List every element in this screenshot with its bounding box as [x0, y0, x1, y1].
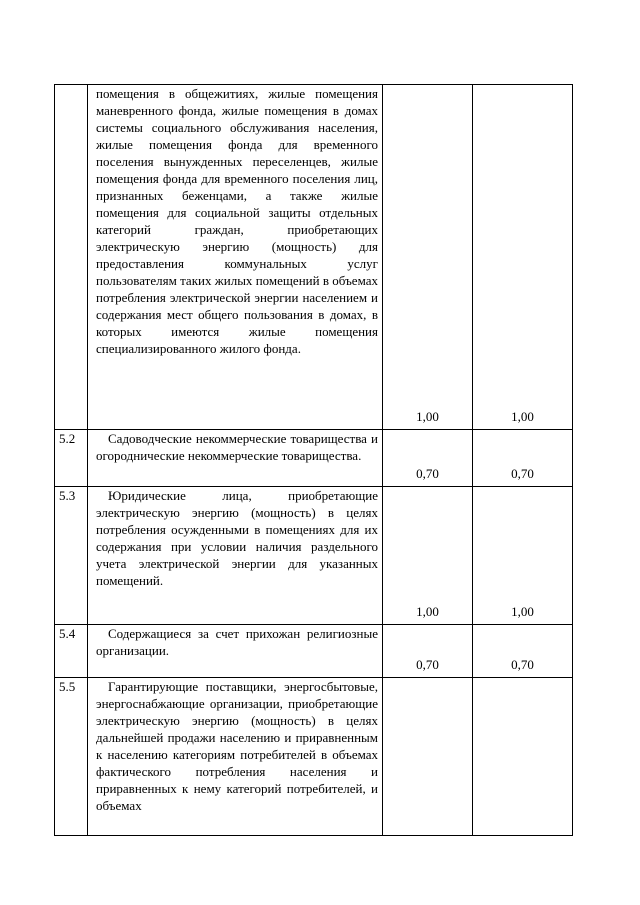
row-description	[88, 430, 383, 487]
row-description-text: Юридические лица, приобретающие электрическую энергию (мощность) в целях потребления осужденными в помещениях для их содержания при условии наличия раздельного учета электрической энергии для указанных помещений.	[96, 488, 378, 588]
row-number: 5.3	[55, 487, 88, 625]
row-number: 5.2	[55, 430, 88, 487]
table-row	[55, 625, 573, 678]
table-row	[55, 85, 573, 430]
row-value-2: 0,70	[473, 625, 573, 678]
row-description-text: помещения в общежитиях, жилые помещения маневренного фонда, жилые помещения в домах системы социального обслуживания населения, жилые помещения фонда для временного поселения вынужденных переселенцев, жилые помещения фонда для временного поселения лиц, признанных беженцами, а также жилые помещения для социальной защиты отдельных категорий граждан, приобретающих электрическую энергию (мощность) для предоставления коммунальных услуг пользователям таких жилых помещений в объемах потребления электрической энергии населением и содержания мест общего пользования в домах, в которых имеются жилые помещения специализированного жилого фонда.	[96, 86, 378, 356]
table-row	[55, 487, 573, 625]
row-value-2: 0,70	[473, 430, 573, 487]
row-value-2: 1,00	[473, 487, 573, 625]
table-row	[55, 430, 573, 487]
row-description	[88, 85, 383, 430]
row-value-2	[473, 678, 573, 836]
row-value-1: 1,00	[383, 85, 473, 430]
row-description-text: Садоводческие некоммерческие товарищества и огороднические некоммерческие товарищества.	[96, 431, 378, 463]
row-description	[88, 625, 383, 678]
row-description-text: Гарантирующие поставщики, энергосбытовые, энергоснабжающие организации, приобретающие электрическую энергию (мощность) в целях дальнейшей продажи населению и приравненным к населению категориям потребителей в объемах фактического потребления населения и приравненных к нему категорий потребителей, и объемах	[96, 679, 378, 813]
row-number: 5.5	[55, 678, 88, 836]
row-value-1: 0,70	[383, 430, 473, 487]
row-value-1: 1,00	[383, 487, 473, 625]
row-value-2: 1,00	[473, 85, 573, 430]
row-number: 5.4	[55, 625, 88, 678]
row-number	[55, 85, 88, 430]
tariff-coefficients-table	[54, 84, 573, 836]
table-row	[55, 678, 573, 836]
row-description	[88, 487, 383, 625]
row-value-1: 0,70	[383, 625, 473, 678]
row-description	[88, 678, 383, 836]
row-description-text: Содержащиеся за счет прихожан религиозные организации.	[96, 626, 378, 658]
row-value-1	[383, 678, 473, 836]
